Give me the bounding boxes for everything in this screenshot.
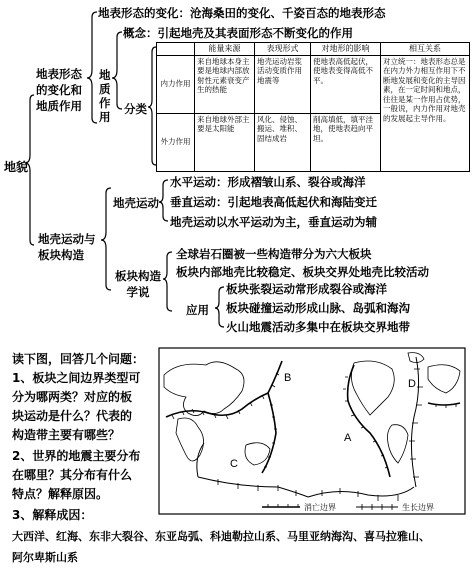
geo-concept: 概念：引起地壳及其表面形态不断变化的作用 — [123, 26, 353, 40]
q-intro: 读下图，回答几个问题： — [12, 352, 145, 366]
q1-line1: 1、板块之间边界类型可 — [12, 371, 141, 385]
plate-title: 板块构造学说 — [115, 269, 161, 299]
q3-title: 3、解释成因： — [12, 508, 93, 522]
row-inner-energy: 来自地球本身主要是地球内部放射性元素衰变产生的热能 — [195, 55, 255, 113]
comparison-table — [156, 42, 470, 172]
legend-consume: 消亡边界 — [304, 503, 336, 512]
row-outer-energy: 来自地球外部主要是太阳能 — [195, 113, 255, 171]
row-inner-effect: 使地表高低起伏，使地表变得高低不平。 — [311, 55, 381, 113]
label-b: B — [284, 372, 292, 384]
q1-line3: 块运动是什么？代表的 — [12, 409, 133, 423]
q2-line1: 2、世界的地震主要分布 — [12, 449, 141, 463]
root-label: 地貌 — [4, 160, 29, 174]
row-outer-effect: 削高填低，填平洼地，使地表趋向平坦。 — [311, 113, 381, 171]
q1-line4: 构造带主要有哪些？ — [12, 428, 121, 442]
row-outer-name: 外力作用 — [157, 113, 195, 171]
plate-item-2: 板块内部地壳比较稳定、板块交界处地壳比较活动 — [176, 265, 429, 279]
crust-item-1: 水平运动：形成褶皱山系、裂谷或海洋 — [170, 175, 366, 189]
geo-title: 地质作用 — [99, 68, 111, 124]
b1-title: 地表形态的变化和地质作用 — [36, 67, 82, 113]
q2-line2: 在哪里？其分布有什么 — [12, 468, 133, 482]
label-a: A — [344, 432, 352, 444]
relation-cell: 对立统一：地表形态总是在内力外力相互作用下不断地发展和变化的主导因素，在一定时间和地点，往往是某一作用占优势，一般说，内力作用对地壳的发展起主导作用。 — [381, 55, 470, 171]
th-form: 表现形式 — [255, 43, 311, 56]
row-inner-name: 内力作用 — [157, 55, 195, 113]
b2-title: 地壳运动与板块构造 — [38, 232, 96, 262]
map-frame — [159, 348, 465, 514]
q3-answer-1: 大西洋、红海、东非大裂谷、东亚岛弧、科迪勒拉山系、马里亚纳海沟、喜马拉雅山、 — [12, 530, 430, 543]
app-label: 应用 — [186, 303, 209, 317]
th-blank — [157, 43, 195, 56]
crust-title: 地壳运动 — [113, 196, 159, 210]
row-inner-form: 地壳运动岩浆活动变质作用地震等 — [255, 55, 311, 113]
th-energy: 能量来源 — [195, 43, 255, 56]
label-c: C — [230, 458, 238, 470]
th-effect: 对地形的影响 — [311, 43, 381, 56]
app-item-1: 板块张裂运动常形成裂谷或海洋 — [226, 282, 387, 296]
app-item-2: 板块碰撞运动形成山脉、岛弧和海沟 — [226, 301, 410, 315]
legend-grow: 生长边界 — [402, 503, 434, 512]
q2-line3: 特点？解释原因。 — [12, 487, 109, 501]
label-d: D — [408, 378, 416, 390]
row-outer-form: 风化、侵蚀、搬运、堆积、固结成岩 — [255, 113, 311, 171]
crust-item-3: 地壳运动以水平运动为主，垂直运动为辅 — [170, 215, 377, 229]
surface-change: 地表形态的变化：沧海桑田的变化、千姿百态的地表形态 — [98, 6, 386, 20]
th-relation: 相互关系 — [381, 43, 470, 56]
q3-answer-2: 阿尔卑斯山系 — [12, 551, 78, 564]
crust-item-2: 垂直运动：引起地表高低起伏和海陆变迁 — [170, 195, 377, 209]
app-item-3: 火山地震活动多集中在板块交界地带 — [226, 320, 410, 334]
q1-line2: 分为哪两类？对应的板 — [12, 390, 133, 404]
plate-map — [158, 347, 466, 515]
class-label: 分类 — [124, 102, 147, 116]
plate-item-1: 全球岩石圈被一些构造带分为六大板块 — [176, 247, 372, 261]
